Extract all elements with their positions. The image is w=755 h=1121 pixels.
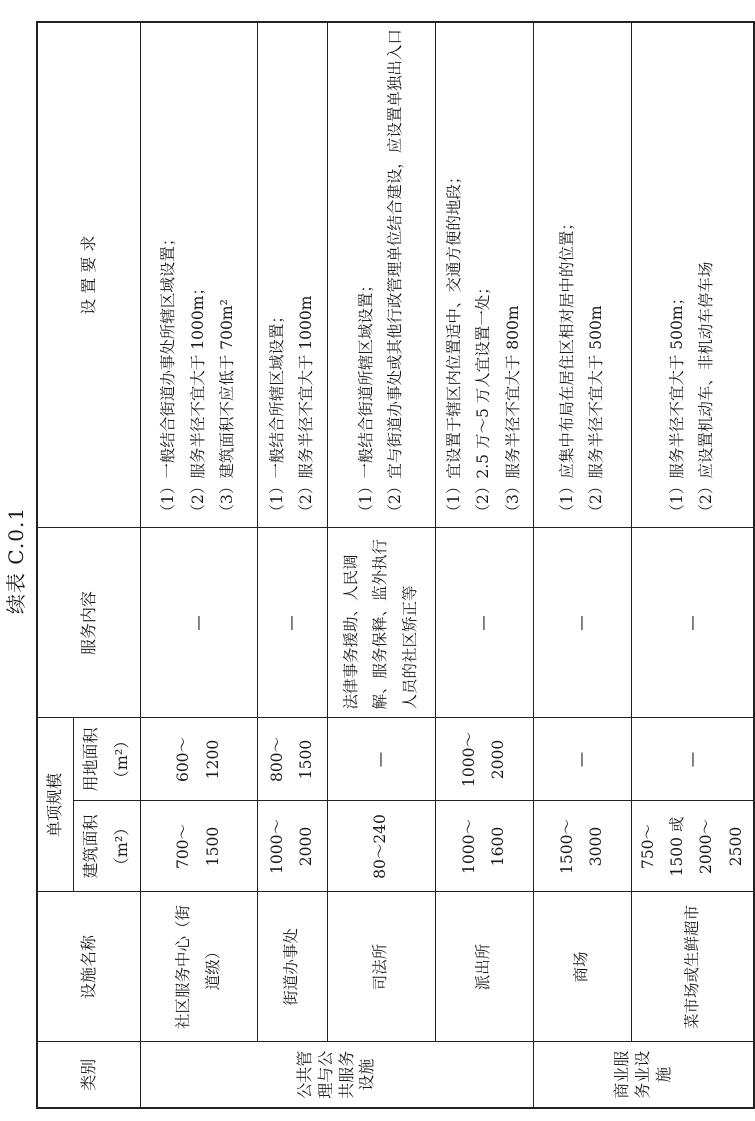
service-content: — [140, 528, 257, 718]
category-cell: 公共管理与公共服务设施 [140, 1042, 533, 1108]
table-caption: 续表 C.0.1 [4, 506, 29, 615]
header-land-area: 用地面积（m²） [73, 718, 140, 801]
rotated-table-wrapper [36, 23, 745, 1109]
category-cell: 商业服务业设施 [533, 1042, 754, 1108]
requirement-line: （2）服务半径不宜大于 1000m； [188, 280, 207, 520]
requirement-line: （3）服务半径不宜大于 800m [503, 305, 522, 520]
service-content: — [257, 528, 327, 718]
facility-name: 社区服务中心（街道级） [140, 892, 257, 1042]
land-area: 600～1200 [140, 718, 257, 801]
building-area: 80～240 [327, 801, 435, 892]
requirement-line: （3）建筑面积不应低于 700m² [218, 299, 237, 520]
building-area: 1000～2000 [257, 801, 327, 892]
table-row [631, 22, 754, 1108]
facility-table [36, 21, 755, 1109]
requirements-cell [257, 22, 327, 528]
facility-name: 派出所 [435, 892, 533, 1042]
facility-name: 商场 [533, 892, 631, 1042]
building-area: 1000～1600 [435, 801, 533, 892]
requirement-line: （2）宜与街道办事处或其他行政管理单位结合建设，应设置单独出入口 [386, 29, 404, 520]
service-content: 法律事务援助、人民调解、服务保释、监外执行人员的社区矫正等 [327, 528, 435, 718]
service-content: — [631, 528, 754, 718]
table-row [140, 22, 257, 1108]
building-area: 700～1500 [140, 801, 257, 892]
land-area: — [631, 718, 754, 801]
requirement-line: （1）一般结合街道办事处所辖区域设置； [159, 230, 178, 520]
requirements-cell [435, 22, 533, 528]
land-area: 1000～2000 [435, 718, 533, 801]
header-facility-name: 设施名称 [37, 892, 140, 1042]
requirement-line: （1）服务半径不宜大于 500m； [667, 289, 686, 520]
requirements-cell [631, 22, 754, 528]
service-content: — [533, 528, 631, 718]
land-area: — [533, 718, 631, 801]
service-content: — [435, 528, 533, 718]
table-row [257, 22, 327, 1108]
requirement-line: （1）一般结合街道所辖区域设置； [356, 277, 375, 520]
requirement-line: （2）服务半径不宜大于 500m [587, 305, 605, 520]
facility-name: 司法所 [327, 892, 435, 1042]
header-building-area: 建筑面积（m²） [73, 801, 140, 892]
table-row [327, 22, 435, 1108]
building-area: 1500～3000 [533, 801, 631, 892]
header-scale: 单项规模 [37, 718, 73, 892]
requirement-line: （2）2.5 万～5 万人宜设置一处； [474, 279, 493, 520]
requirement-line: （2）应设置机动车、非机动车停车场 [697, 261, 716, 520]
requirement-line: （1）一般结合所辖区域设置； [267, 308, 286, 520]
requirements-cell [533, 22, 631, 528]
table-row [435, 22, 533, 1108]
table-row [533, 22, 631, 1108]
requirements-cell [140, 22, 257, 528]
requirement-line: （2）服务半径不宜大于 1000m [297, 295, 315, 520]
requirements-cell [327, 22, 435, 528]
facility-name: 菜市场或生鲜超市 [631, 892, 754, 1042]
header-service: 服务内容 [37, 528, 140, 718]
requirement-line: （1）宜设置于辖区内位置适中、交通方便的地段； [444, 168, 463, 520]
header-category: 类别 [37, 1042, 140, 1108]
building-area: 750～1500 或 2000～2500 [631, 801, 754, 892]
land-area: — [327, 718, 435, 801]
header-requirements: 设 置 要 求 [37, 22, 140, 528]
land-area: 800～1500 [257, 718, 327, 801]
facility-name: 街道办事处 [257, 892, 327, 1042]
requirement-line: （1）应集中布局在居住区相对居中的位置； [557, 215, 576, 520]
